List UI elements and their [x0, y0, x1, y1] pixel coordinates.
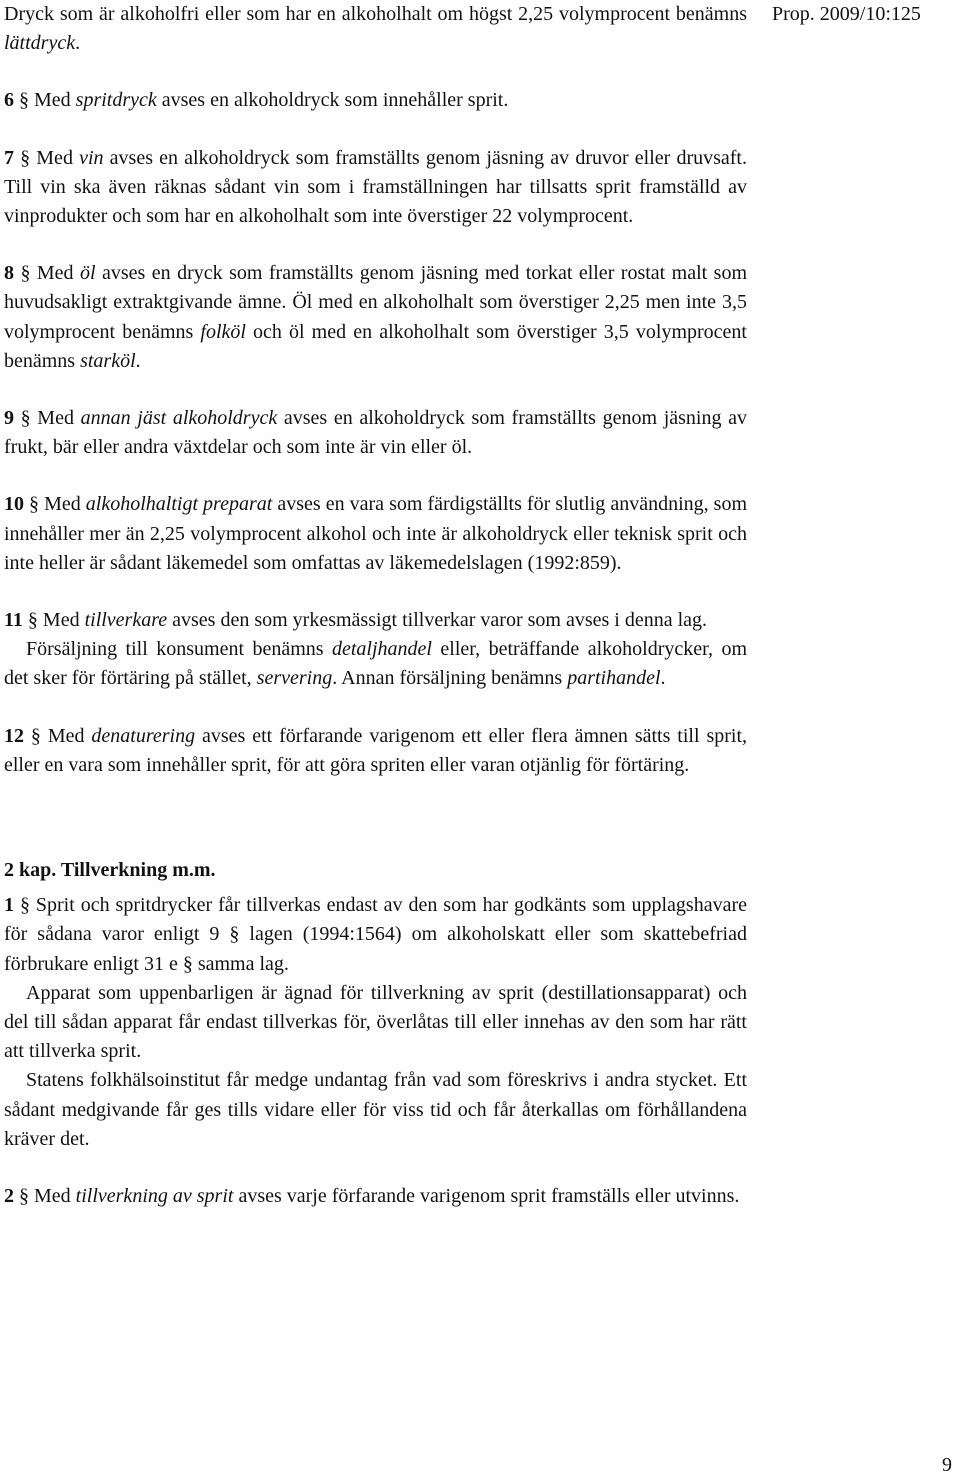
section-number: 2 — [4, 1185, 14, 1208]
section-11-paragraph-2: Försäljning till konsument benämns detaljhandel eller, beträffande alkoholdrycker, om det sker för förtäring på stället, servering. Annan försäljning benämns partihandel. — [4, 638, 747, 690]
section-sign: § — [30, 724, 41, 747]
document-body — [4, 0, 747, 1211]
section-12: 12 § Med denaturering avses ett förfarande varigenom ett eller flera ämnen sätts till sprit, eller en vara som innehåller sprit, för att göra spriten eller varan otjänlig för förtäring. — [4, 724, 747, 776]
defined-term: folköl — [200, 320, 246, 343]
chapter-2-section-1-paragraph-2: Apparat som uppenbarligen är ägnad för tillverkning av sprit (destillationsapparat) och del till sådan apparat får endast tillverkas för, överlåtas till eller innehas av den som har rätt att tillverka sprit. — [4, 981, 747, 1063]
section-10: 10 § Med alkoholhaltigt preparat avses en vara som färdigställts för slutlig användning, som innehåller mer än 2,25 volymprocent alkohol och inte är alkoholdryck eller teknisk sprit och inte heller är sådant läkemedel som omfattas av läkemedelslagen (1992:859). — [4, 493, 748, 574]
section-11: 11 § Med tillverkare avses den som yrkesmässigt tillverkar varor som avses i denna lag. — [4, 609, 708, 632]
defined-term: vin — [79, 146, 104, 169]
chapter-heading: 2 kap. Tillverkning m.m. — [4, 859, 216, 882]
section-number: 9 — [4, 407, 14, 430]
defined-term: partihandel — [567, 667, 661, 690]
section-sign: § — [20, 407, 31, 430]
defined-term: spritdryck — [75, 89, 157, 112]
section-7: 7 § Med vin avses en alkoholdryck som framställts genom jäsning av druvor eller druvsaft. Till vin ska även räknas sådant vin som i framställningen har tillsatts sprit framställd av vinprodukter och som har en alkoholhalt som inte överstiger 22 volymprocent. — [4, 146, 747, 228]
chapter-2-section-2: 2 § Med tillverkning av sprit avses varje förfarande varigenom sprit framställs eller utvinns. — [4, 1185, 740, 1208]
section-number: 6 — [4, 89, 14, 112]
section-number: 8 — [4, 262, 14, 285]
document-reference: Prop. 2009/10:125 — [772, 3, 921, 25]
section-number: 10 — [4, 493, 24, 516]
section-9: 9 § Med annan jäst alkoholdryck avses en alkoholdryck som framställts genom jäsning av frukt, bär eller andra växtdelar och som inte är vin eller öl. — [4, 407, 747, 459]
section-number: 7 — [4, 146, 14, 169]
section-6: 6 § Med spritdryck avses en alkoholdryck som innehåller sprit. — [4, 89, 509, 112]
defined-term: servering — [256, 667, 333, 690]
section-number: 11 — [4, 609, 23, 632]
chapter-2-section-1-paragraph-3: Statens folkhälsoinstitut får medge undantag från vad som föreskrivs i andra stycket. Ett sådant medgivande får ges tills vidare eller för viss tid och får återkallas om förhållandena kräver det. — [4, 1069, 747, 1150]
defined-term: lättdryck — [4, 32, 76, 55]
section-sign: § — [27, 609, 38, 632]
defined-term: annan jäst alkoholdryck — [80, 407, 278, 430]
defined-term: alkoholhaltigt preparat — [85, 493, 273, 516]
defined-term: öl — [80, 262, 96, 285]
section-sign: § — [20, 262, 31, 285]
section-number: 12 — [4, 724, 24, 747]
chapter-2-section-1: 1 § Sprit och spritdrycker får tillverkas endast av den som har godkänts som upplagshavare för sådana varor enligt 9 § lagen (1994:1564) om alkoholskatt eller som skattebefriad förbrukare enligt 31 e § samma lag. — [4, 894, 747, 975]
section-sign: § — [20, 146, 31, 169]
section-sign: § — [19, 89, 29, 112]
section-sign: § — [29, 493, 40, 516]
section-sign: § — [19, 1185, 29, 1208]
section-number: 1 — [4, 894, 14, 917]
page-number: 9 — [942, 1454, 952, 1476]
defined-term: tillverkning av sprit — [75, 1185, 234, 1208]
section-8: 8 § Med öl avses en dryck som framställts genom jäsning med torkat eller rostat malt som huvudsakligt extraktgivande ämne. Öl med en alkoholhalt som överstiger 2,25 men inte 3,5 volymprocent benämns folköl och öl med en alkoholhalt som överstiger 3,5 volymprocent benämns starköl. — [4, 262, 748, 372]
section-sign: § — [19, 894, 30, 917]
defined-term: starköl — [80, 349, 136, 372]
defined-term: detaljhandel — [332, 638, 432, 661]
defined-term: denaturering — [91, 724, 196, 747]
defined-term: tillverkare — [84, 609, 168, 632]
paragraph-lattdryck: Dryck som är alkoholfri eller som har en alkoholhalt om högst 2,25 volymprocent benämns lättdryck. — [4, 3, 747, 55]
